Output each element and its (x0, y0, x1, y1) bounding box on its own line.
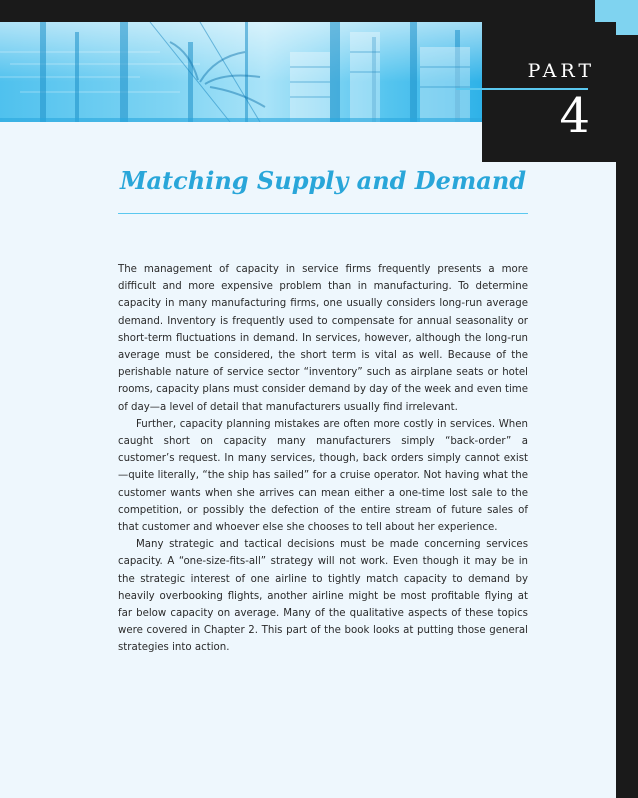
top-band (0, 0, 638, 22)
page-title: Matching Supply and Demand (119, 166, 527, 195)
paragraph-1: The management of capacity in service firms frequently presents a more difficult and more expensive problem than in manufacturing. To determine capacity in many manufacturing firms, one usually considers long-run average demand. Inventory is frequently used to compensate for annual seasonality or short-term fluctuations in demand. In services, however, although the long-run average must be considered, the short term is vital as well. Because of the perishable nature of service sector “inventory” such as airplane seats or hotel rooms, capacity plans must consider demand by day of the week and even time of day—a level of detail that manufacturers usually find irrelevant. (118, 264, 528, 413)
right-edge-band (616, 0, 638, 798)
body-text (118, 261, 528, 657)
part-label: PART (527, 60, 595, 82)
header-photo-banner (0, 22, 482, 122)
paragraph-3: Many strategic and tactical decisions must be made concerning services capacity. A “one-size-fits-all” strategy will not work. Even though it may be in the strategic interest of one airline to tightly match capacity to demand by heavily overbooking flights, another airline might be most profitable flying at far below capacity on average. Many of the qualitative aspects of these topics were covered in Chapter 2. This part of the book looks at putting those general strategies into action. (118, 539, 528, 654)
paragraph-2: Further, capacity planning mistakes are often more costly in services. When caught short on capacity many manufacturers simply “back-order” a customer’s request. In many services, though, back orders simply cannot exist—quite literally, “the ship has sailed” for a cruise operator. Not having what the customer wants when she arrives can mean either a one-time lost sale to the competition, or possibly the defection of the entire stream of future sales of that customer and whoever else she chooses to tell about her experience. (118, 418, 528, 534)
part-number: 4 (559, 88, 590, 144)
banner-image (0, 22, 482, 122)
title-rule (118, 213, 528, 214)
